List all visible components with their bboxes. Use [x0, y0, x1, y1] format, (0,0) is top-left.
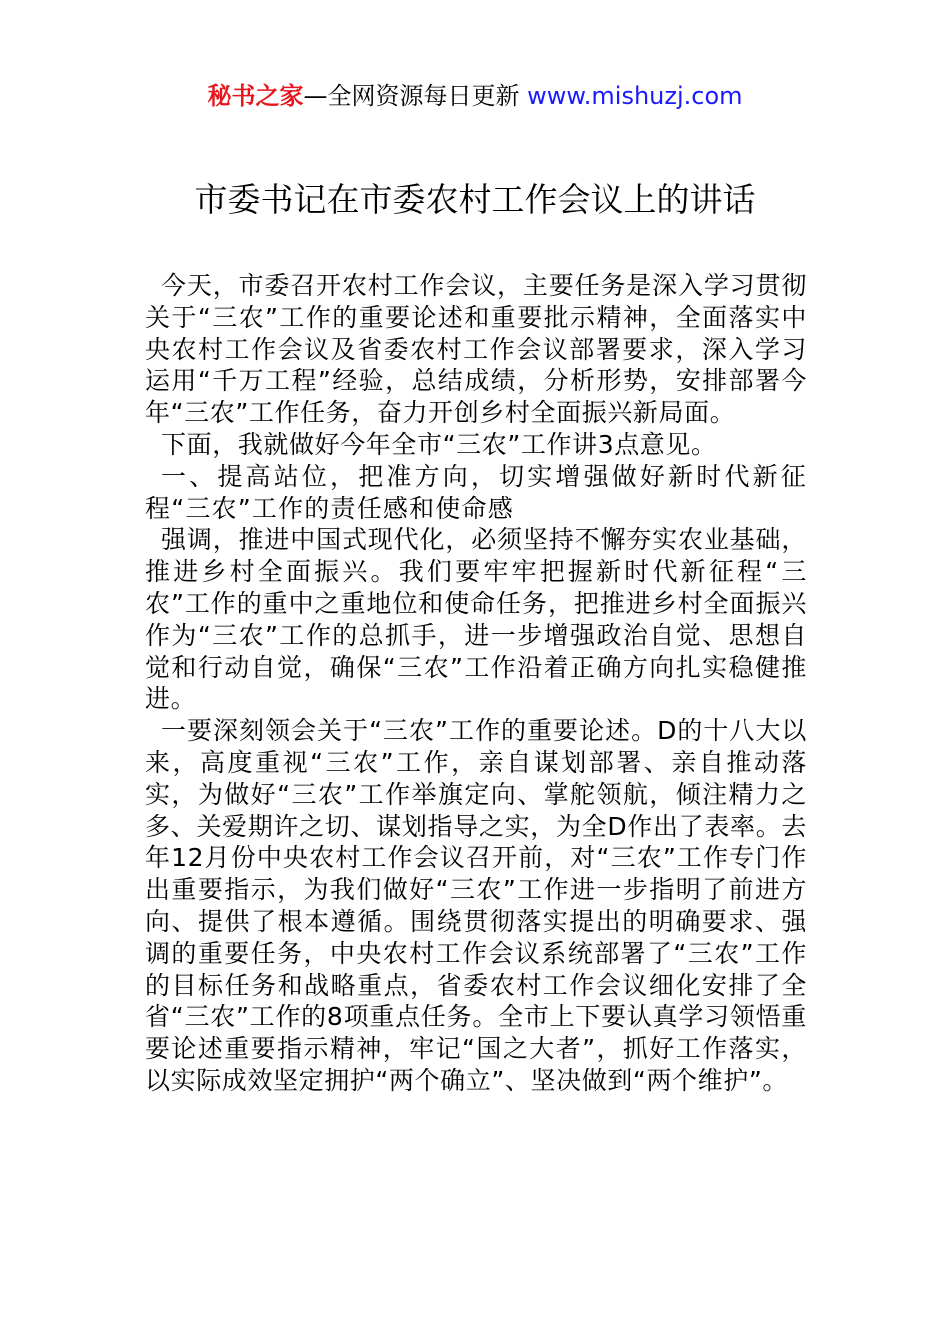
- site-tagline: —全网资源每日更新: [303, 82, 528, 110]
- paragraph-intro: 今天，市委召开农村工作会议，主要任务是深入学习贯彻关于“三农”工作的重要论述和重要批示精神，全面落实中央农村工作会议及省委农村工作会议部署要求，深入学习运用“千万工程”经验，总结成绩，分析形势，安排部署今年“三农”工作任务，奋力开创乡村全面振兴新局面。: [145, 271, 807, 428]
- paragraph-section-1-intro: 强调，推进中国式现代化，必须坚持不懈夯实农业基础，推进乡村全面振兴。我们要牢牢把握新时代新征程“三农”工作的重中之重地位和使命任务，把推进乡村全面振兴作为“三农”工作的总抓手，进一步增强政治自觉、思想自觉和行动自觉，确保“三农”工作沿着正确方向扎实稳健推进。: [145, 525, 807, 714]
- section-heading-1: 一、提高站位，把准方向，切实增强做好新时代新征程“三农”工作的责任感和使命感: [145, 461, 807, 523]
- site-header: [0, 80, 950, 112]
- document-title: 市委书记在市委农村工作会议上的讲话: [194, 180, 756, 219]
- paragraph-outline: 下面，我就做好今年全市“三农”工作讲3点意见。: [161, 429, 717, 459]
- site-url-link[interactable]: www.mishuzj.com: [527, 82, 743, 110]
- site-brand: 秘书之家: [207, 82, 304, 110]
- document-body: [145, 270, 807, 1097]
- paragraph-point-1: 一要深刻领会关于“三农”工作的重要论述。D的十八大以来，高度重视“三农”工作，亲自谋划部署、亲自推动落实，为做好“三农”工作举旗定向、掌舵领航，倾注精力之多、关爱期许之切、谋划指导之实，为全D作出了表率。去年12月份中央农村工作会议召开前，对“三农”工作专门作出重要指示，为我们做好“三农”工作进一步指明了前进方向、提供了根本遵循。围绕贯彻落实提出的明确要求、强调的重要任务，中央农村工作会议系统部署了“三农”工作的目标任务和战略重点，省委农村工作会议细化安排了全省“三农”工作的8项重点任务。全市上下要认真学习领悟重要论述重要指示精神，牢记“国之大者”，抓好工作落实，以实际成效坚定拥护“两个确立”、坚决做到“两个维护”。: [145, 716, 807, 1095]
